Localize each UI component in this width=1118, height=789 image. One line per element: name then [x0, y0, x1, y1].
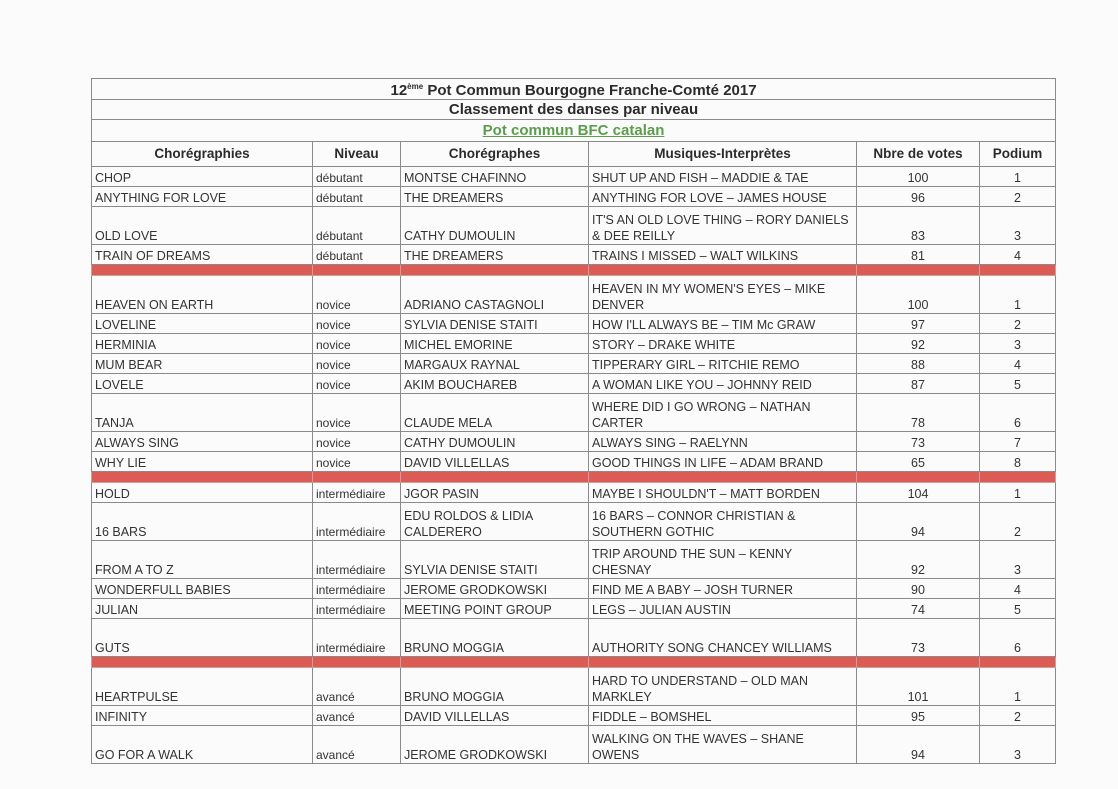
podium-cell: 4: [980, 245, 1056, 265]
level-separator: [92, 657, 1056, 668]
music-artist-cell: 16 BARS – CONNOR CHRISTIAN & SOUTHERN GOTHIC: [589, 503, 857, 541]
dance-name-cell: GO FOR A WALK: [92, 726, 313, 764]
votes-cell: 81: [857, 245, 980, 265]
separator-cell: [857, 472, 980, 483]
choreographer-cell: MONTSE CHAFINNO: [401, 167, 589, 187]
dance-name-cell: LOVELINE: [92, 314, 313, 334]
music-artist-cell: STORY – DRAKE WHITE: [589, 334, 857, 354]
table-row: [92, 483, 1056, 503]
header-choregraphes: Chorégraphes: [401, 142, 589, 167]
level-cell: intermédiaire: [313, 579, 401, 599]
subtitle-row: [92, 100, 1056, 120]
votes-cell: 94: [857, 503, 980, 541]
votes-cell: 88: [857, 354, 980, 374]
level-cell: novice: [313, 276, 401, 314]
podium-cell: 2: [980, 706, 1056, 726]
level-cell: intermédiaire: [313, 619, 401, 657]
level-cell: novice: [313, 314, 401, 334]
choreographer-cell: SYLVIA DENISE STAITI: [401, 314, 589, 334]
header-niveau: Niveau: [313, 142, 401, 167]
choreographer-cell: MARGAUX RAYNAL: [401, 354, 589, 374]
music-artist-cell: FIDDLE – BOMSHEL: [589, 706, 857, 726]
level-cell: novice: [313, 432, 401, 452]
dance-name-cell: TANJA: [92, 394, 313, 432]
dance-name-cell: ANYTHING FOR LOVE: [92, 187, 313, 207]
dance-name-cell: JULIAN: [92, 599, 313, 619]
votes-cell: 87: [857, 374, 980, 394]
music-artist-cell: WHERE DID I GO WRONG – NATHAN CARTER: [589, 394, 857, 432]
table-row: [92, 374, 1056, 394]
choreographer-cell: AKIM BOUCHAREB: [401, 374, 589, 394]
podium-cell: 5: [980, 599, 1056, 619]
votes-cell: 94: [857, 726, 980, 764]
music-artist-cell: A WOMAN LIKE YOU – JOHNNY REID: [589, 374, 857, 394]
choreographer-cell: JGOR PASIN: [401, 483, 589, 503]
table-row: [92, 167, 1056, 187]
podium-cell: 4: [980, 579, 1056, 599]
podium-cell: 3: [980, 726, 1056, 764]
music-artist-cell: FIND ME A BABY – JOSH TURNER: [589, 579, 857, 599]
votes-cell: 90: [857, 579, 980, 599]
separator-cell: [313, 657, 401, 668]
music-artist-cell: AUTHORITY SONG CHANCEY WILLIAMS: [589, 619, 857, 657]
votes-cell: 83: [857, 207, 980, 245]
table-row: [92, 726, 1056, 764]
music-artist-cell: MAYBE I SHOULDN'T – MATT BORDEN: [589, 483, 857, 503]
podium-cell: 8: [980, 452, 1056, 472]
header-choregraphies: Chorégraphies: [92, 142, 313, 167]
music-artist-cell: ANYTHING FOR LOVE – JAMES HOUSE: [589, 187, 857, 207]
separator-cell: [313, 265, 401, 276]
podium-cell: 6: [980, 394, 1056, 432]
votes-cell: 95: [857, 706, 980, 726]
level-cell: intermédiaire: [313, 541, 401, 579]
dance-name-cell: ALWAYS SING: [92, 432, 313, 452]
ranking-document: [91, 78, 1055, 764]
table-row: [92, 314, 1056, 334]
table-row: [92, 599, 1056, 619]
separator-cell: [589, 472, 857, 483]
choreographer-cell: CATHY DUMOULIN: [401, 432, 589, 452]
separator-cell: [92, 657, 313, 668]
level-cell: novice: [313, 394, 401, 432]
dance-name-cell: WONDERFULL BABIES: [92, 579, 313, 599]
choreographer-cell: CATHY DUMOULIN: [401, 207, 589, 245]
table-row: [92, 187, 1056, 207]
section-title-row: [92, 120, 1056, 142]
votes-cell: 97: [857, 314, 980, 334]
podium-cell: 2: [980, 187, 1056, 207]
votes-cell: 92: [857, 541, 980, 579]
podium-cell: 5: [980, 374, 1056, 394]
separator-cell: [857, 657, 980, 668]
level-cell: débutant: [313, 187, 401, 207]
choreographer-cell: CLAUDE MELA: [401, 394, 589, 432]
dance-name-cell: OLD LOVE: [92, 207, 313, 245]
separator-cell: [980, 472, 1056, 483]
header-nbre-de-votes: Nbre de votes: [857, 142, 980, 167]
choreographer-cell: SYLVIA DENISE STAITI: [401, 541, 589, 579]
dance-name-cell: FROM A TO Z: [92, 541, 313, 579]
table-row: [92, 503, 1056, 541]
level-cell: intermédiaire: [313, 503, 401, 541]
header-musiques-interpretes: Musiques-Interprètes: [589, 142, 857, 167]
separator-cell: [857, 265, 980, 276]
level-cell: débutant: [313, 167, 401, 187]
level-cell: débutant: [313, 245, 401, 265]
table-row: [92, 245, 1056, 265]
podium-cell: 7: [980, 432, 1056, 452]
votes-cell: 73: [857, 619, 980, 657]
document-subtitle: Classement des danses par niveau: [92, 100, 1056, 120]
music-artist-cell: SHUT UP AND FISH – MADDIE & TAE: [589, 167, 857, 187]
table-row: [92, 452, 1056, 472]
separator-cell: [980, 657, 1056, 668]
votes-cell: 78: [857, 394, 980, 432]
choreographer-cell: THE DREAMERS: [401, 245, 589, 265]
music-artist-cell: TRAINS I MISSED – WALT WILKINS: [589, 245, 857, 265]
table-row: [92, 276, 1056, 314]
music-artist-cell: WALKING ON THE WAVES – SHANE OWENS: [589, 726, 857, 764]
table-row: [92, 619, 1056, 657]
choreographer-cell: BRUNO MOGGIA: [401, 619, 589, 657]
votes-cell: 73: [857, 432, 980, 452]
table-row: [92, 207, 1056, 245]
votes-cell: 101: [857, 668, 980, 706]
dance-name-cell: HEARTPULSE: [92, 668, 313, 706]
votes-cell: 100: [857, 167, 980, 187]
choreographer-cell: DAVID VILLELLAS: [401, 452, 589, 472]
dance-name-cell: HEAVEN ON EARTH: [92, 276, 313, 314]
choreographer-cell: MEETING POINT GROUP: [401, 599, 589, 619]
dance-name-cell: HERMINIA: [92, 334, 313, 354]
dance-name-cell: HOLD: [92, 483, 313, 503]
podium-cell: 2: [980, 503, 1056, 541]
votes-cell: 92: [857, 334, 980, 354]
podium-cell: 2: [980, 314, 1056, 334]
votes-cell: 104: [857, 483, 980, 503]
dance-name-cell: WHY LIE: [92, 452, 313, 472]
choreographer-cell: THE DREAMERS: [401, 187, 589, 207]
choreographer-cell: EDU ROLDOS & LIDIA CALDERERO: [401, 503, 589, 541]
choreographer-cell: ADRIANO CASTAGNOLI: [401, 276, 589, 314]
music-artist-cell: TRIP AROUND THE SUN – KENNY CHESNAY: [589, 541, 857, 579]
separator-cell: [92, 472, 313, 483]
votes-cell: 65: [857, 452, 980, 472]
separator-cell: [589, 265, 857, 276]
choreographer-cell: DAVID VILLELLAS: [401, 706, 589, 726]
header-podium: Podium: [980, 142, 1056, 167]
votes-cell: 100: [857, 276, 980, 314]
table-row: [92, 334, 1056, 354]
section-title: Pot commun BFC catalan: [482, 121, 665, 139]
level-cell: novice: [313, 374, 401, 394]
dance-name-cell: CHOP: [92, 167, 313, 187]
podium-cell: 4: [980, 354, 1056, 374]
table-row: [92, 432, 1056, 452]
podium-cell: 1: [980, 276, 1056, 314]
dance-name-cell: 16 BARS: [92, 503, 313, 541]
choreographer-cell: BRUNO MOGGIA: [401, 668, 589, 706]
music-artist-cell: TIPPERARY GIRL – RITCHIE REMO: [589, 354, 857, 374]
separator-cell: [92, 265, 313, 276]
table-row: [92, 354, 1056, 374]
dance-name-cell: INFINITY: [92, 706, 313, 726]
separator-cell: [401, 472, 589, 483]
level-cell: intermédiaire: [313, 483, 401, 503]
title-row: [92, 79, 1056, 100]
document-title: 12ème Pot Commun Bourgogne Franche-Comté 2017: [92, 79, 1056, 100]
votes-cell: 96: [857, 187, 980, 207]
separator-cell: [589, 657, 857, 668]
table-row: [92, 541, 1056, 579]
choreographer-cell: JEROME GRODKOWSKI: [401, 579, 589, 599]
podium-cell: 6: [980, 619, 1056, 657]
dance-name-cell: LOVELE: [92, 374, 313, 394]
dance-name-cell: TRAIN OF DREAMS: [92, 245, 313, 265]
podium-cell: 3: [980, 207, 1056, 245]
music-artist-cell: HARD TO UNDERSTAND – OLD MAN MARKLEY: [589, 668, 857, 706]
podium-cell: 1: [980, 483, 1056, 503]
podium-cell: 3: [980, 541, 1056, 579]
level-separator: [92, 472, 1056, 483]
table-row: [92, 706, 1056, 726]
podium-cell: 1: [980, 167, 1056, 187]
level-cell: avancé: [313, 706, 401, 726]
votes-cell: 74: [857, 599, 980, 619]
level-cell: avancé: [313, 726, 401, 764]
separator-cell: [980, 265, 1056, 276]
dance-name-cell: MUM BEAR: [92, 354, 313, 374]
music-artist-cell: GOOD THINGS IN LIFE – ADAM BRAND: [589, 452, 857, 472]
choreographer-cell: JEROME GRODKOWSKI: [401, 726, 589, 764]
level-cell: intermédiaire: [313, 599, 401, 619]
music-artist-cell: HOW I'LL ALWAYS BE – TIM Mc GRAW: [589, 314, 857, 334]
choreographer-cell: MICHEL EMORINE: [401, 334, 589, 354]
separator-cell: [401, 265, 589, 276]
dance-name-cell: GUTS: [92, 619, 313, 657]
dance-ranking-table: [91, 78, 1056, 764]
table-row: [92, 668, 1056, 706]
level-cell: novice: [313, 334, 401, 354]
music-artist-cell: HEAVEN IN MY WOMEN'S EYES – MIKE DENVER: [589, 276, 857, 314]
podium-cell: 3: [980, 334, 1056, 354]
separator-cell: [313, 472, 401, 483]
music-artist-cell: LEGS – JULIAN AUSTIN: [589, 599, 857, 619]
header-row: [92, 142, 1056, 167]
table-row: [92, 579, 1056, 599]
level-cell: novice: [313, 354, 401, 374]
music-artist-cell: ALWAYS SING – RAELYNN: [589, 432, 857, 452]
music-artist-cell: IT'S AN OLD LOVE THING – RORY DANIELS & DEE REILLY: [589, 207, 857, 245]
level-cell: débutant: [313, 207, 401, 245]
level-cell: novice: [313, 452, 401, 472]
separator-cell: [401, 657, 589, 668]
podium-cell: 1: [980, 668, 1056, 706]
table-row: [92, 394, 1056, 432]
level-separator: [92, 265, 1056, 276]
level-cell: avancé: [313, 668, 401, 706]
